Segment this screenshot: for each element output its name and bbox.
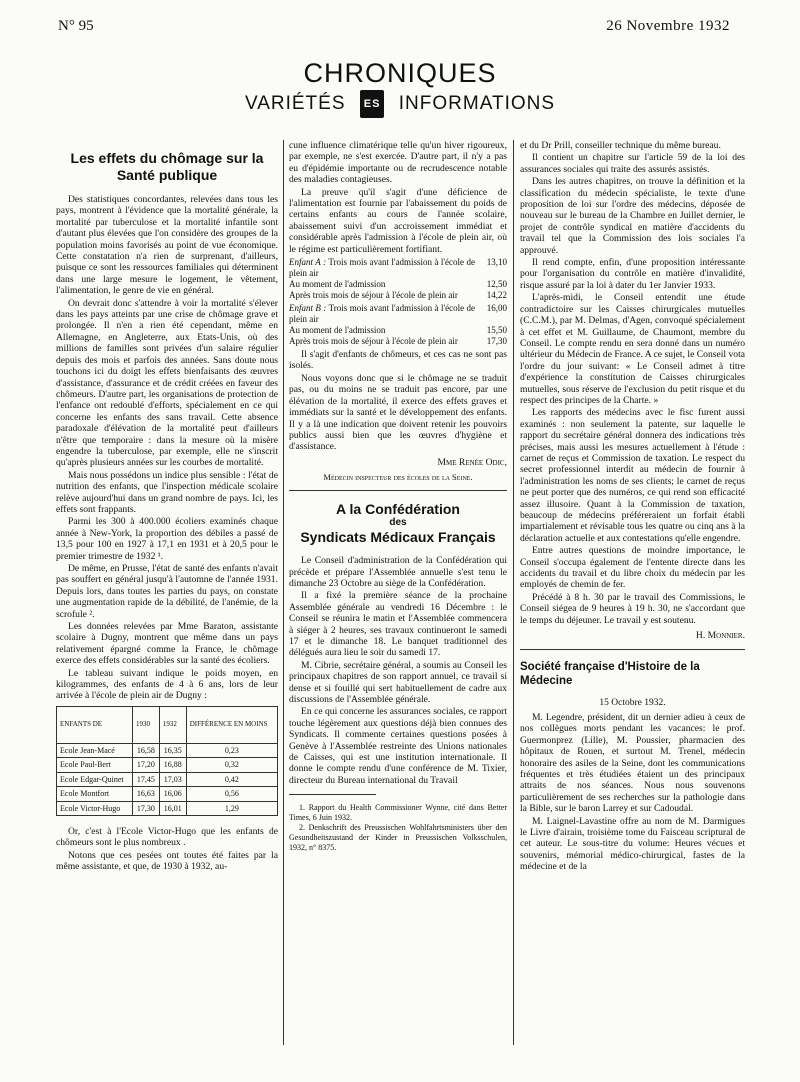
table-row bbox=[57, 772, 278, 786]
table-row bbox=[57, 801, 278, 815]
table-cell: Ecole Edgar-Quinet bbox=[57, 772, 133, 786]
measure-value: 16,00 bbox=[486, 303, 507, 314]
paragraph: Il a fixé la première séance de la prochaine Assemblée générale au vendredi 16 Décembre : le Conseil se réunira le matin et l'Assemblée commencera à siéger à 2 heures, ses travaux continueront le samedi 17 et le dimanche 18. Le banquet traditionnel des délégués aura lieu le soir du samedi 17. bbox=[289, 590, 507, 659]
paragraph: M. Legendre, président, dit un dernier adieu à ceux de nos collègues morts pendant les vacances: le prof. Guermonprez (Lille), M. Poussier, pharmacien des hôpitaux de Rouen, et surtout M. Trenel, médecin honoraire des asiles de la Seine, dont les communications fréquentes et très étudiées étaient un des principaux attraits de nos séances. Nous nous souvenons particulièrement de ses recherches sur la pathologie dans la Bible, sur le baron Larrey et sur Cadoudal. bbox=[520, 711, 745, 815]
paragraph: L'après-midi, le Conseil entendit une étude contradictoire sur les Caisses chirurgicales mutuelles (C.C.M.), par M. Delmas, d'Agen, convoqué spécialement à cet effet et M. Guillaume, de Chaumont, membre du Conseil. Le compte rendu en sera donné dans un numéro ultérieur du Médecin de France. A ce sujet, le Conseil vota l'ordre du jour suivant: « Le Conseil admet à titre d'expérience la constitution de Caisses chirurgicales mutuelles, sous réserve de l'exclusion du petit risque et du respect des principes de la Charte. » bbox=[520, 292, 745, 406]
column-divider-1 bbox=[283, 140, 284, 1045]
paragraph: On devrait donc s'attendre à voir la mortalité s'élever dans les pays atteints par une crise de chômage grave et prolongée. Il n'en a rien été cependant, même en Allemagne, en Angleterre, aux Etats-Unis, où des millions de familles sont privées d'un salaire régulier depuis des mois et parfois des années. Sans doute nous touchons ici du doigt les effets bienfaisants des œuvres d'assistance, d'assurance et de crédit créées en faveur des chômeurs. D'autre part, les organisations de protection de l'enfance ont redoublé d'efforts, spécialement en ce qui concerne les enfants des sans travail. Cette absence paradoxale d'élévation de la mortalité peut d'ailleurs n'être que temporaire : dans la mesure où la misère engendre la tuberculose, par exemple, elle ne s'inscrit qu'après plusieurs années sur les courbes de mortalité. bbox=[56, 297, 278, 469]
table-cell: 1,29 bbox=[186, 801, 277, 815]
paragraph: Précédé à 8 h. 30 par le travail des Commissions, le Conseil siégea de 9 heures à 19 h. 30, ne s'accordant que le temps du déjeuner. Le travail y est soutenu. bbox=[520, 591, 745, 626]
article-title: Les effets du chômage sur la Santé publique bbox=[70, 150, 264, 183]
measure-value: 12,50 bbox=[486, 279, 507, 290]
paragraph: Le tableau suivant indique le poids moyen, en kilogrammes, des enfants de 4 à 6 ans, lors de leur arrivée à l'école de plein air de Dugny : bbox=[56, 667, 278, 702]
divider bbox=[520, 649, 745, 650]
article-title bbox=[289, 501, 507, 545]
paragraph: Entre autres questions de moindre importance, le Conseil s'occupa également de l'entente directe dans les accidents du travail et du libre choix du médecin par les employés de chemin de fer. bbox=[520, 545, 745, 591]
table-cell: 16,58 bbox=[132, 743, 159, 757]
paragraph: Il rend compte, enfin, d'une proposition intéressante pour l'organisation du contrôle en matière d'invalidité, risque assuré par la loi à dater du 1er Janvier 1933. bbox=[520, 257, 745, 291]
enfant-label: Enfant B : bbox=[289, 303, 327, 314]
table-cell: 17,20 bbox=[132, 758, 159, 772]
masthead-title: CHRONIQUES bbox=[303, 58, 497, 88]
table-cell: Ecole Jean-Macé bbox=[57, 743, 133, 757]
author-title: Médecin inspecteur des écoles de la Seine. bbox=[323, 472, 473, 483]
enfant-b-measures bbox=[289, 303, 507, 347]
paragraph: De même, en Prusse, l'état de santé des enfants n'avait pas souffert en général jusqu'à l'automne de l'année 1931. Depuis lors, dans toutes les parties du pays, on constate une augmentation rapide de la débilité, de l'anémie, de la scrofule ². bbox=[56, 563, 278, 620]
paragraph: Les rapports des médecins avec le fisc furent aussi examinés : non seulement la patente, sur laquelle le rapport du secrétaire général donnera des indications très précises, mais aussi les mesures actuellement à l'étude : carnet de reçus et Commission de taxation. Le respect du secret professionnel interdit au médecin de fournir à l'administration les noms de ses clients; le carnet de reçus ne peut porter que des numéros, ce qui rend son efficacité assez illusoire. Quant à la Commission de taxation, beaucoup de médecins préféreraient un forfait établi impartialement et révisable tous les quatre ou cinq ans à la déclaration actuelle et aux contestations qu'elle engendre. bbox=[520, 407, 745, 544]
table-header: 1932 bbox=[159, 706, 186, 743]
table-cell: 0,32 bbox=[186, 758, 277, 772]
masthead-subtitle bbox=[0, 90, 800, 118]
paragraph: cune influence climatérique telle qu'un hiver rigoureux, par exemple, ne s'est exercée. D'autre part, il n'y a pas eu d'épidémie importante ou de recrudescence notable des maladies contagieuses. bbox=[289, 140, 507, 186]
measure-label: Après trois mois de séjour à l'école de plein air bbox=[289, 290, 458, 301]
title-line: A la Confédération bbox=[336, 501, 460, 518]
measure-value: 17,30 bbox=[486, 336, 507, 347]
masthead-logo: ES bbox=[360, 90, 385, 118]
table-cell: 16,06 bbox=[159, 787, 186, 801]
table-cell: 16,01 bbox=[159, 801, 186, 815]
title-line: Syndicats Médicaux Français bbox=[300, 529, 496, 546]
table-cell: 16,35 bbox=[159, 743, 186, 757]
measure-value: 13,10 bbox=[486, 257, 507, 268]
masthead-right: INFORMATIONS bbox=[398, 93, 556, 115]
measure-label: Trois mois avant l'admission à l'école de plein air bbox=[289, 257, 475, 279]
masthead-left: VARIÉTÉS bbox=[244, 93, 346, 115]
enfant-label: Enfant A : bbox=[289, 257, 327, 268]
table-row bbox=[57, 758, 278, 772]
paragraph: Notons que ces pesées ont toutes été faites par la même assistante, et que, de 1930 à 1932, au- bbox=[56, 849, 278, 873]
paragraph: Les données relevées par Mme Baraton, assistante scolaire à Dugny, montrent que même dans un pays relativement épargné comme la France, le chômage exerce des effets considérables sur la santé des écoliers. bbox=[56, 621, 278, 667]
table-row bbox=[57, 743, 278, 757]
table-cell: 16,63 bbox=[132, 787, 159, 801]
paragraph: Dans les autres chapitres, on trouve la définition et la classification du médecin spécialiste, le texte d'une proposition de loi sur l'ordre des médecins, déposée de nouveau sur le bureau de la Chambre en Juillet dernier, le projet de contrôle syndical en matière d'accidents du travail tel que la Commission des lois sociales l'a approuvé. bbox=[520, 176, 745, 256]
divider bbox=[289, 490, 507, 491]
running-header bbox=[58, 18, 730, 42]
paragraph: Mais nous possédons un indice plus sensible : l'état de nutrition des enfants, que l'inspection médicale scolaire relève aujourd'hui dans un grand nombre de pays. Ici, les effets sont frappants. bbox=[56, 469, 278, 515]
table-header: 1930 bbox=[132, 706, 159, 743]
measure-label: Au moment de l'admission bbox=[289, 279, 386, 290]
measure-label: Au moment de l'admission bbox=[289, 325, 386, 336]
paragraph: La preuve qu'il s'agit d'une déficience de l'alimentation est fournie par l'abaissement du poids de certains enfants au cours de l'année scolaire, abaissement suivi d'un accroissement immédiat et considérable après l'admission à l'école de plein air, où le régime est particulièrement fortifiant. bbox=[289, 186, 507, 255]
issue-number: N° 95 bbox=[58, 18, 94, 34]
measure-label: Après trois mois de séjour à l'école de plein air bbox=[289, 336, 458, 347]
paragraph: Or, c'est à l'Ecole Victor-Hugo que les enfants de chômeurs sont le plus nombreux . bbox=[56, 825, 278, 849]
title-line: des bbox=[389, 517, 407, 529]
table-cell: 0,23 bbox=[186, 743, 277, 757]
table-cell: 0,42 bbox=[186, 772, 277, 786]
footnote: 2. Denkschrift des Preussischen Wohlfahrtsministers über den Gesundheitszustand der Kinder in Preussischen Volksschulen, 1932, n° 8375. bbox=[289, 823, 507, 853]
weights-table bbox=[56, 706, 278, 816]
table-cell: Ecole Paul-Bert bbox=[57, 758, 133, 772]
column-1 bbox=[56, 140, 278, 874]
table-header: DIFFÉRENCE EN MOINS bbox=[186, 706, 277, 743]
footnote: 1. Rapport du Health Commissioner Wynne, cité dans Better Times, 6 Juin 1932. bbox=[289, 803, 507, 823]
paragraph: M. Cibrie, secrétaire général, a soumis au Conseil les principaux chapitres de son rapport annuel, ce travail si dense et si fouillé qui sert habituellement de cadre aux discussions de l'Assemblée générale. bbox=[289, 659, 507, 705]
paragraph: Des statistiques concordantes, relevées dans tous les pays, montrent à l'évidence que la mortalité générale, la mortalité par tuberculose et la mortalité infantile sont d'autant plus élevées que l'on considère des groupes de la population moins favorisés au point de vue économique. Cette constatation n'a rien de surprenant, d'ailleurs, puisque ce sont les ressources familiales qui déterminent dans une large mesure le logement, le vêtement, l'alimentation, le genre de vie en général. bbox=[56, 194, 278, 297]
table-row bbox=[57, 787, 278, 801]
table-cell: 17,45 bbox=[132, 772, 159, 786]
column-2 bbox=[289, 140, 507, 853]
column-divider-2 bbox=[513, 140, 514, 1045]
paragraph: Il contient un chapitre sur l'article 59 de la loi des assurances sociales qui traite des assurés assistés. bbox=[520, 152, 745, 175]
issue-date: 26 Novembre 1932 bbox=[606, 18, 730, 34]
measure-value: 14,22 bbox=[486, 290, 507, 301]
table-cell: Ecole Montfort bbox=[57, 787, 133, 801]
author-signature: H. Monnier. bbox=[695, 630, 745, 642]
table-cell: 0,56 bbox=[186, 787, 277, 801]
author-signature: Mme Renée Odic, bbox=[437, 456, 507, 468]
enfant-a-measures bbox=[289, 257, 507, 301]
footnote-rule bbox=[289, 794, 376, 795]
paragraph: M. Laignel-Lavastine offre au nom de M. Darmigues le Livre d'airain, troisième tome du Faisceau scriptural de cet auteur. Le sous-titre du volume: Heures vécues et souvenirs, mémorial médico-chirurgical, fastes de la médecine et de la bbox=[520, 815, 745, 873]
table-header: ENFANTS DE bbox=[57, 706, 133, 743]
column-3 bbox=[520, 140, 745, 874]
session-date: 15 Octobre 1932. bbox=[599, 698, 666, 709]
table-cell: 17,03 bbox=[159, 772, 186, 786]
measure-label: Trois mois avant l'admission à l'école de plein air bbox=[289, 303, 475, 325]
footnotes bbox=[289, 803, 507, 853]
paragraph: et du Dr Prill, conseiller technique du même bureau. bbox=[520, 140, 721, 151]
table-cell: Ecole Victor-Hugo bbox=[57, 801, 133, 815]
table-cell: 16,88 bbox=[159, 758, 186, 772]
masthead bbox=[0, 58, 800, 118]
table-cell: 17,30 bbox=[132, 801, 159, 815]
paragraph: Parmi les 300 à 400.000 écoliers examinés chaque année à New-York, la proportion des débiles a passé de 13,5 pour 100 en 1927 à 17,1 en 1931 et à 20,5 pour le premier trimestre de 1932 ¹. bbox=[56, 516, 278, 562]
paragraph: Il s'agit d'enfants de chômeurs, et ces cas ne sont pas isolés. bbox=[289, 349, 507, 372]
paragraph: Nous voyons donc que si le chômage ne se traduit pas, ou du moins ne se traduit pas encore, par une élévation de la mortalité, il exerce des effets graves et immédiats sur la santé et le développement des enfants. Il y a là une indication que doivent retenir les pouvoirs publics aussi bien que les œuvres d'hygiène et d'assistance. bbox=[289, 372, 507, 453]
paragraph: En ce qui concerne les assurances sociales, ce rapport touche légèrement aux questions déjà bien connues des Syndicats. Il commente certaines questions posées à Genève à l'Assemblée restreinte des Unions nationales de Caisses, qui est une institution internationale. Il donne le compte rendu d'une conférence de M. Tixier, directeur du Bureau international du Travail bbox=[289, 706, 507, 786]
article-title: Société française d'Histoire de la Médecine bbox=[520, 661, 700, 688]
paragraph: Le Conseil d'administration de la Confédération qui précède et prépare l'Assemblée annuelle s'est tenu le dimanche 23 Octobre au siège de la Confédération. bbox=[289, 555, 507, 589]
measure-value: 15,50 bbox=[486, 325, 507, 336]
